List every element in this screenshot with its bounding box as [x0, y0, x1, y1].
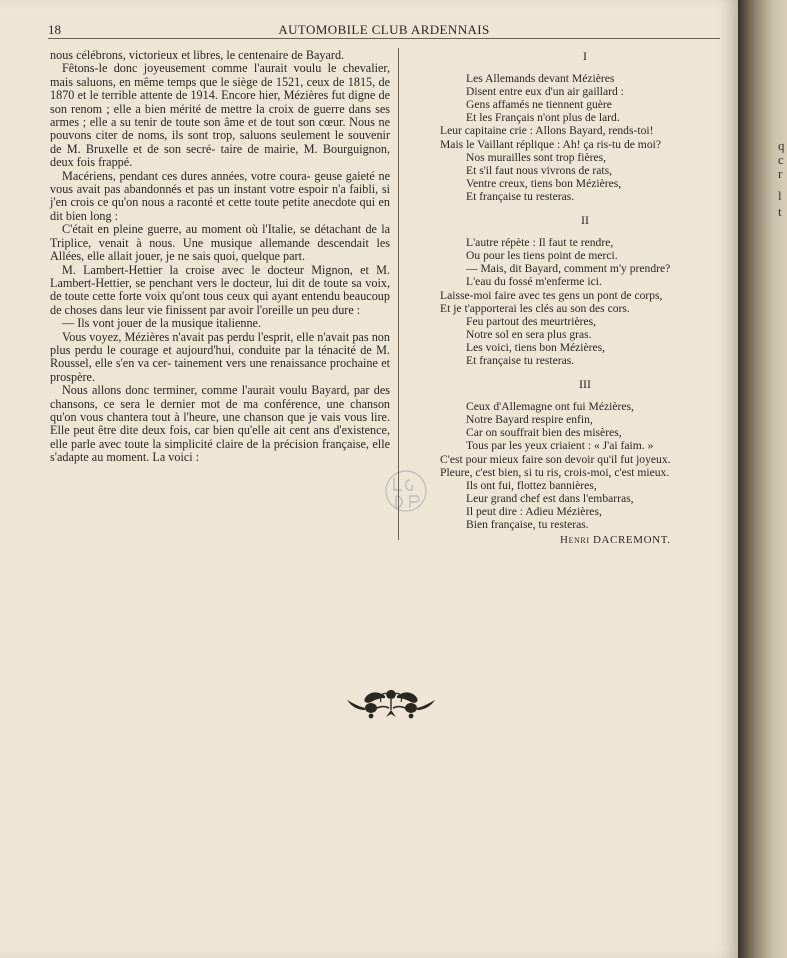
text-line: française, elle s'adapte au moment. La voici : — [50, 436, 390, 465]
verse-line: Bien française, tu resteras. — [466, 518, 589, 531]
verse-line: C'est pour mieux faire son devoir qu'il fut joyeux. — [440, 452, 671, 466]
verse-line: Et française tu resteras. — [466, 353, 575, 367]
verse-line: Leur capitaine crie : Allons Bayard, rends-toi! — [440, 124, 654, 138]
verse-line: Ou pour les tiens point de merci. — [466, 249, 618, 263]
verse-line: Et les Français n'ont plus de lard. — [466, 111, 620, 125]
edge-letter: c — [778, 152, 784, 167]
text-line: allemande descendait les Allées, elle allait jouer, je ne — [50, 235, 390, 264]
verse-line: Laisse-moi faire avec tes gens un pont de corps, — [440, 288, 663, 302]
verse-line: Car on souffrait bien des misères, — [466, 426, 622, 440]
text-line: nous célébrons, victorieux et libres, le centenaire de — [50, 48, 303, 62]
poem-stanza — [440, 236, 730, 367]
text-line: l'heure, une chanson que je vais vous lire. Elle peut être — [50, 409, 391, 438]
edge-letter: l — [778, 188, 782, 203]
text-line: Nous ne pouvons citer de noms, ils sont trop, saluons — [50, 115, 391, 143]
floral-ornament — [343, 686, 439, 720]
verse-line: Les Allemands devant Mézières — [466, 72, 615, 86]
text-line: nous a raconté et cette toute petite anecdote qui en dit — [50, 195, 391, 223]
page-number: 18 — [48, 22, 61, 37]
text-line: dite deux fois, car bien qu'elle ait cent ans d'existence, — [120, 423, 390, 438]
body-paragraph — [50, 317, 390, 330]
text-line: C'était en pleine guerre, au moment où l'Italie, se — [62, 222, 311, 237]
verse-line: Et française tu resteras. — [466, 189, 575, 203]
text-line: bien long : — [65, 208, 119, 223]
text-line: Bayard, par des chansons, ce sera le dernier mot de ma — [50, 383, 390, 411]
verse-line: L'eau du fossé m'enferme ici. — [466, 275, 602, 289]
text-line: 1521, ceux de 1815, de 1870 et le terrible attente de 1914. — [50, 74, 390, 103]
stanza-number: III — [579, 377, 591, 392]
edge-letter: r — [778, 166, 783, 181]
text-line: n'avait pas non plus perdu le courage et aujourd'hui, — [50, 329, 390, 357]
verse-line: Leur grand chef est dans l'embarras, — [466, 491, 634, 505]
text-line: instant votre espoir n'a faibli, si j'en crois ce qu'on — [50, 182, 391, 210]
text-line: Vous voyez, Mézières n'avait pas perdu l'esprit, elle — [62, 329, 315, 344]
text-line: et M. Lambert-Hettier, se penchant vers le docteur, lui — [50, 262, 391, 290]
poem-stanza — [440, 72, 730, 203]
text-line: ceux qui ayant entendu beaucoup de choses dans leur — [50, 289, 390, 317]
verse-line: Gens affamés ne tiennent guère — [466, 98, 612, 112]
text-line: Encore hier, Mézières fut digne de son renom ; elle a — [50, 88, 391, 116]
library-stamp — [380, 468, 432, 514]
stanza-number: II — [581, 213, 589, 228]
text-line: sais quoi, quelque part. — [192, 249, 306, 264]
stanza-number: I — [583, 49, 587, 63]
body-paragraph — [50, 384, 390, 464]
edge-letter: q — [778, 138, 785, 153]
text-line: Bayard. — [305, 48, 345, 62]
text-line: tainement vers une renaissance prochaine et prospère. — [50, 356, 391, 384]
verse-line: Notre sol en sera plus gras. — [466, 327, 592, 341]
body-paragraph — [50, 170, 390, 224]
verse-line: L'autre répète : Il faut te rendre, — [466, 236, 614, 250]
verse-line: Les voici, tiens bon Mézières, — [466, 340, 606, 354]
verse-line: Il peut dire : Adieu Mézières, — [466, 504, 602, 518]
author-signature: Henri DACREMONT. — [560, 534, 671, 546]
text-line: elle parle avec toute la simplicité claire de la précision — [50, 436, 319, 451]
text-line: détachant de la Triplice, venait à nous. Une musique — [50, 222, 390, 250]
text-line: — Ils vont jouer de la musique italienne. — [62, 316, 262, 331]
verse-line: Tous par les yeux criaient : « J'ai faim. » — [466, 439, 654, 453]
verse-line: Ceux d'Allemagne ont fui Mézières, — [466, 400, 634, 414]
text-line: chevalier, mais saluons, en même temps que le siège de — [50, 61, 390, 89]
verse-line: Mais le Vaillant réplique : Ah! ça ris-tu de moi? — [440, 137, 661, 151]
text-line: taire de mairie, M. Bourguignon, deux fois frappé. — [50, 141, 390, 170]
verse-line: Ventre creux, tiens bon Mézières, — [466, 176, 622, 190]
body-paragraph — [50, 223, 390, 263]
text-line: dit de toute sa voix, de toute cette forte voix qu'ont tous — [50, 275, 391, 304]
text-line: Fêtons-le donc joyeusement comme l'aurait voulu le — [62, 61, 337, 76]
text-line: Nous allons donc terminer, comme l'aurait voulu — [62, 383, 308, 398]
running-title: AUTOMOBILE CLUB ARDENNAIS — [278, 22, 490, 37]
verse-line: — Mais, dit Bayard, comment m'y prendre? — [466, 262, 671, 276]
body-paragraph — [50, 62, 390, 169]
column-divider — [398, 48, 399, 540]
verse-line: Pleure, c'est bien, si tu ris, crois-moi, c'est mieux. — [440, 465, 670, 479]
body-paragraph — [50, 264, 390, 318]
verse-line: Notre Bayard respire enfin, — [466, 413, 593, 427]
text-line: geuse gaieté ne vous avait pas abandonnés et pas un — [50, 168, 391, 197]
body-paragraph — [50, 331, 390, 385]
text-line: elle a su tenir de toute son âme et de tout son cœur. — [89, 115, 346, 130]
verse-line: Feu partout des meurtrières, — [466, 314, 597, 328]
page-header — [48, 20, 720, 39]
poem-column — [440, 50, 730, 542]
text-line: conférence, une chanson qu'on vous chantera tout à — [50, 396, 391, 424]
verse-line: Ils ont fui, flottez bannières, — [466, 478, 597, 492]
verse-line: Disent entre eux d'un air gaillard : — [466, 85, 624, 99]
verse-line: Nos murailles sont trop fières, — [466, 150, 607, 164]
body-paragraph — [50, 49, 390, 62]
edge-letter: t — [778, 204, 782, 219]
verse-line: Et je t'apporterai les clés au son des cors. — [440, 301, 630, 315]
text-line: Macériens, pendant ces dures années, votre coura- — [62, 168, 311, 183]
poem-stanza — [440, 400, 730, 531]
text-line: vie finissent par avoir l'oreille un peu dure : — [147, 302, 361, 317]
verse-line: Et s'il faut nous vivrons de rats, — [466, 163, 613, 177]
left-text-column — [50, 49, 390, 465]
text-line: bien mérité de mettre la croix de guerre dans ses armes ; — [50, 101, 390, 130]
text-line: M. Lambert-Hettier la croise avec le docteur Mignon, — [62, 262, 353, 277]
text-line: conduite par la ténacité de M. Roussel, elle s'en va cer- — [50, 342, 390, 371]
text-line: seulement le souvenir de M. Bruxelle et de son secré- — [50, 128, 390, 156]
